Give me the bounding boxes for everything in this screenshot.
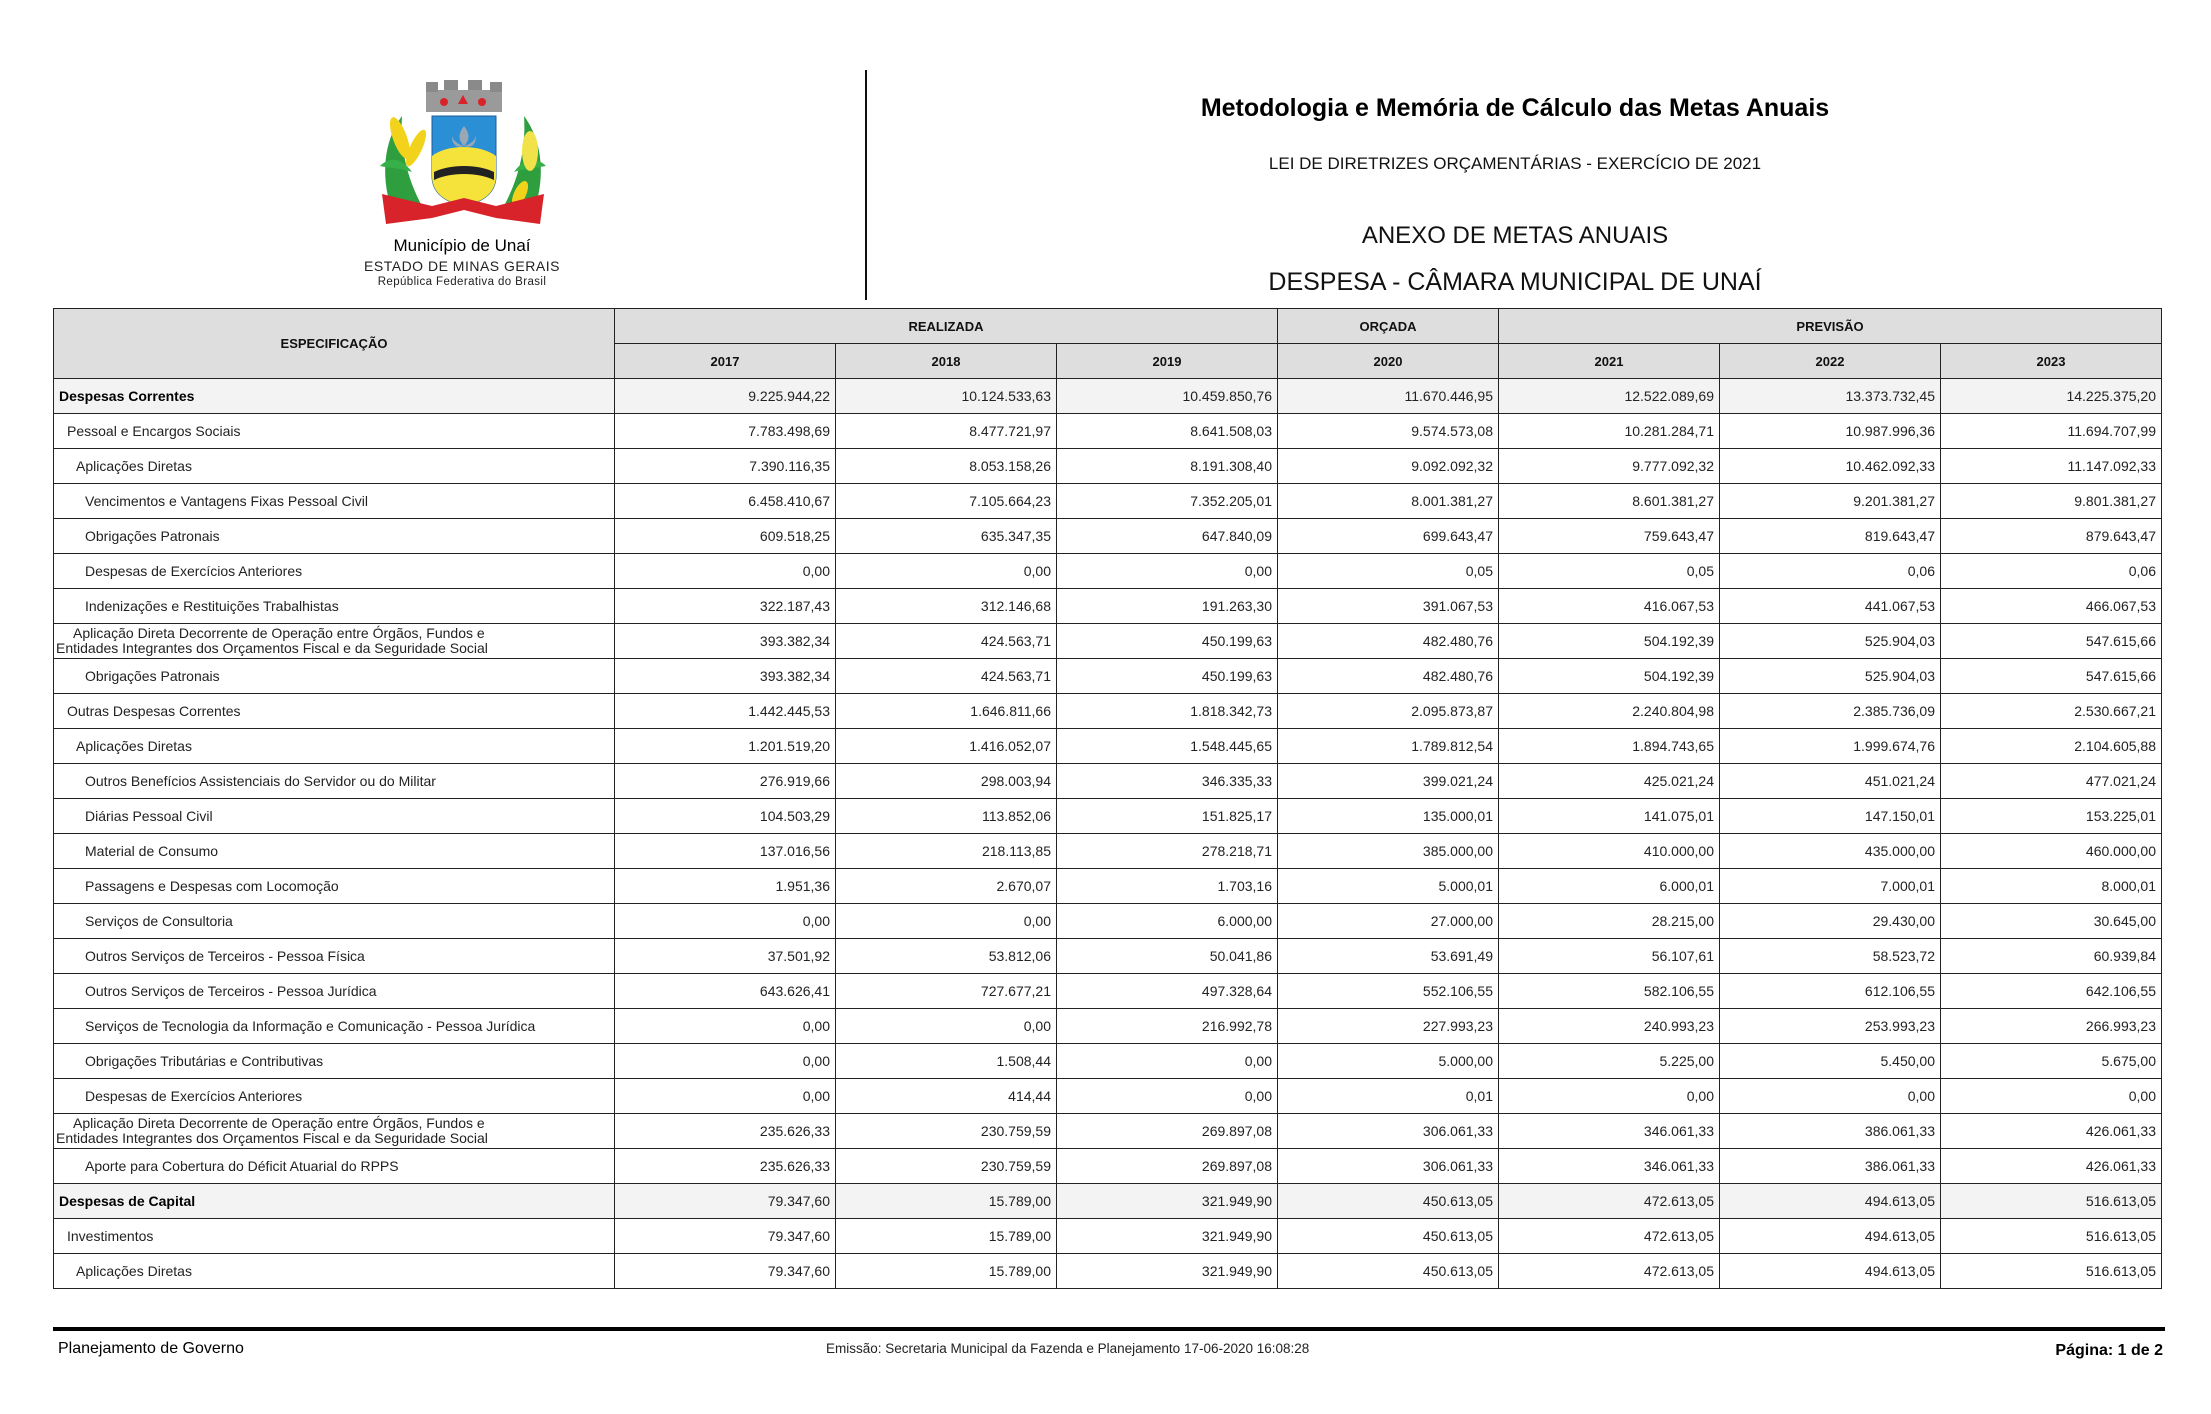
table-row (54, 834, 2162, 869)
spec-column-header: ESPECIFICAÇÃO (54, 309, 615, 379)
value-cell-2018: 298.003,94 (836, 764, 1057, 799)
value-cell-2022: 147.150,01 (1720, 799, 1941, 834)
value-cell-2019: 1.548.445,65 (1057, 729, 1278, 764)
value-cell-2020: 0,01 (1278, 1079, 1499, 1114)
value-cell-2021: 141.075,01 (1499, 799, 1720, 834)
value-cell-2021: 2.240.804,98 (1499, 694, 1720, 729)
table-row (54, 974, 2162, 1009)
row-label: Despesas de Exercícios Anteriores (54, 554, 615, 589)
value-cell-2022: 441.067,53 (1720, 589, 1941, 624)
table-row (54, 659, 2162, 694)
row-label: Serviços de Tecnologia da Informação e Comunicação - Pessoa Jurídica (54, 1009, 615, 1044)
value-cell-2022: 0,00 (1720, 1079, 1941, 1114)
value-cell-2023: 516.613,05 (1941, 1254, 2162, 1289)
value-cell-2018: 7.105.664,23 (836, 484, 1057, 519)
row-label: Aplicações Diretas (54, 1254, 615, 1289)
value-cell-2019: 50.041,86 (1057, 939, 1278, 974)
row-label-line2: Entidades Integrantes dos Orçamentos Fiscal e da Seguridade Social (56, 640, 488, 656)
value-cell-2022: 494.613,05 (1720, 1254, 1941, 1289)
value-cell-2019: 191.263,30 (1057, 589, 1278, 624)
row-label: Outros Serviços de Terceiros - Pessoa Jurídica (54, 974, 615, 1009)
value-cell-2021: 6.000,01 (1499, 869, 1720, 904)
value-cell-2021: 472.613,05 (1499, 1184, 1720, 1219)
value-cell-2023: 642.106,55 (1941, 974, 2162, 1009)
row-label-line1: Aplicação Direta Decorrente de Operação entre Órgãos, Fundos e (73, 1115, 485, 1131)
table-row (54, 449, 2162, 484)
value-cell-2019: 450.199,63 (1057, 624, 1278, 659)
value-cell-2020: 11.670.446,95 (1278, 379, 1499, 414)
value-cell-2017: 137.016,56 (615, 834, 836, 869)
value-cell-2017: 393.382,34 (615, 659, 836, 694)
value-cell-2019: 10.459.850,76 (1057, 379, 1278, 414)
row-label: Despesas de Capital (54, 1184, 615, 1219)
value-cell-2018: 8.053.158,26 (836, 449, 1057, 484)
row-label: Indenizações e Restituições Trabalhistas (54, 589, 615, 624)
group-header-realizada: REALIZADA (615, 309, 1278, 344)
row-label-line2: Entidades Integrantes dos Orçamentos Fiscal e da Seguridade Social (56, 1130, 488, 1146)
footer-rule (53, 1327, 2165, 1331)
value-cell-2023: 547.615,66 (1941, 624, 2162, 659)
value-cell-2023: 0,00 (1941, 1079, 2162, 1114)
row-label: Serviços de Consultoria (54, 904, 615, 939)
value-cell-2021: 28.215,00 (1499, 904, 1720, 939)
row-label: Aporte para Cobertura do Déficit Atuarial do RPPS (54, 1149, 615, 1184)
value-cell-2021: 8.601.381,27 (1499, 484, 1720, 519)
value-cell-2019: 1.818.342,73 (1057, 694, 1278, 729)
value-cell-2018: 312.146,68 (836, 589, 1057, 624)
value-cell-2020: 9.092.092,32 (1278, 449, 1499, 484)
value-cell-2020: 9.574.573,08 (1278, 414, 1499, 449)
value-cell-2022: 253.993,23 (1720, 1009, 1941, 1044)
value-cell-2022: 58.523,72 (1720, 939, 1941, 974)
value-cell-2020: 306.061,33 (1278, 1114, 1499, 1149)
year-header: 2022 (1720, 344, 1941, 379)
row-label: Investimentos (54, 1219, 615, 1254)
row-label (54, 624, 615, 659)
value-cell-2017: 7.783.498,69 (615, 414, 836, 449)
year-header: 2021 (1499, 344, 1720, 379)
value-cell-2023: 9.801.381,27 (1941, 484, 2162, 519)
value-cell-2019: 269.897,08 (1057, 1114, 1278, 1149)
table-row (54, 484, 2162, 519)
row-label: Material de Consumo (54, 834, 615, 869)
value-cell-2019: 8.641.508,03 (1057, 414, 1278, 449)
footer-department: Planejamento de Governo (58, 1340, 244, 1357)
value-cell-2017: 9.225.944,22 (615, 379, 836, 414)
value-cell-2020: 699.643,47 (1278, 519, 1499, 554)
value-cell-2018: 1.646.811,66 (836, 694, 1057, 729)
value-cell-2019: 321.949,90 (1057, 1219, 1278, 1254)
value-cell-2018: 218.113,85 (836, 834, 1057, 869)
value-cell-2021: 416.067,53 (1499, 589, 1720, 624)
value-cell-2019: 278.218,71 (1057, 834, 1278, 869)
value-cell-2022: 819.643,47 (1720, 519, 1941, 554)
value-cell-2017: 79.347,60 (615, 1254, 836, 1289)
value-cell-2017: 1.442.445,53 (615, 694, 836, 729)
value-cell-2020: 53.691,49 (1278, 939, 1499, 974)
table-row (54, 799, 2162, 834)
table-row (54, 624, 2162, 659)
value-cell-2020: 450.613,05 (1278, 1254, 1499, 1289)
value-cell-2017: 0,00 (615, 1009, 836, 1044)
header-divider (865, 70, 867, 300)
value-cell-2017: 0,00 (615, 554, 836, 589)
value-cell-2019: 647.840,09 (1057, 519, 1278, 554)
table-row (54, 554, 2162, 589)
value-cell-2022: 0,06 (1720, 554, 1941, 589)
value-cell-2022: 9.201.381,27 (1720, 484, 1941, 519)
value-cell-2020: 450.613,05 (1278, 1219, 1499, 1254)
value-cell-2018: 727.677,21 (836, 974, 1057, 1009)
value-cell-2020: 450.613,05 (1278, 1184, 1499, 1219)
value-cell-2023: 5.675,00 (1941, 1044, 2162, 1079)
row-label: Aplicações Diretas (54, 449, 615, 484)
row-label-line1: Aplicação Direta Decorrente de Operação entre Órgãos, Fundos e (73, 625, 485, 641)
value-cell-2021: 0,05 (1499, 554, 1720, 589)
value-cell-2017: 37.501,92 (615, 939, 836, 974)
row-label: Aplicações Diretas (54, 729, 615, 764)
table-row (54, 414, 2162, 449)
value-cell-2021: 1.894.743,65 (1499, 729, 1720, 764)
value-cell-2022: 29.430,00 (1720, 904, 1941, 939)
value-cell-2019: 0,00 (1057, 1044, 1278, 1079)
municipality-name: Município de Unaí (393, 236, 531, 255)
year-header: 2020 (1278, 344, 1499, 379)
value-cell-2019: 8.191.308,40 (1057, 449, 1278, 484)
value-cell-2020: 5.000,00 (1278, 1044, 1499, 1079)
value-cell-2017: 0,00 (615, 1079, 836, 1114)
value-cell-2021: 582.106,55 (1499, 974, 1720, 1009)
value-cell-2020: 552.106,55 (1278, 974, 1499, 1009)
value-cell-2022: 525.904,03 (1720, 624, 1941, 659)
annual-goals-table (53, 308, 2162, 1289)
value-cell-2018: 2.670,07 (836, 869, 1057, 904)
footer-emission: Emissão: Secretaria Municipal da Fazenda e Planejamento 17-06-2020 16:08:28 (826, 1341, 1310, 1356)
value-cell-2022: 2.385.736,09 (1720, 694, 1941, 729)
row-label (54, 1114, 615, 1149)
row-label: Obrigações Patronais (54, 519, 615, 554)
value-cell-2020: 27.000,00 (1278, 904, 1499, 939)
value-cell-2018: 10.124.533,63 (836, 379, 1057, 414)
table-row (54, 1114, 2162, 1149)
value-cell-2021: 12.522.089,69 (1499, 379, 1720, 414)
value-cell-2023: 516.613,05 (1941, 1184, 2162, 1219)
value-cell-2020: 135.000,01 (1278, 799, 1499, 834)
value-cell-2021: 504.192,39 (1499, 624, 1720, 659)
value-cell-2017: 7.390.116,35 (615, 449, 836, 484)
year-header: 2018 (836, 344, 1057, 379)
table-row (54, 764, 2162, 799)
value-cell-2019: 321.949,90 (1057, 1254, 1278, 1289)
value-cell-2017: 609.518,25 (615, 519, 836, 554)
value-cell-2023: 60.939,84 (1941, 939, 2162, 974)
value-cell-2017: 6.458.410,67 (615, 484, 836, 519)
value-cell-2023: 426.061,33 (1941, 1114, 2162, 1149)
row-label: Passagens e Despesas com Locomoção (54, 869, 615, 904)
value-cell-2021: 5.225,00 (1499, 1044, 1720, 1079)
value-cell-2023: 466.067,53 (1941, 589, 2162, 624)
value-cell-2019: 216.992,78 (1057, 1009, 1278, 1044)
value-cell-2023: 14.225.375,20 (1941, 379, 2162, 414)
value-cell-2017: 322.187,43 (615, 589, 836, 624)
value-cell-2022: 10.462.092,33 (1720, 449, 1941, 484)
value-cell-2020: 2.095.873,87 (1278, 694, 1499, 729)
value-cell-2023: 8.000,01 (1941, 869, 2162, 904)
value-cell-2018: 15.789,00 (836, 1184, 1057, 1219)
report-title: Metodologia e Memória de Cálculo das Metas Anuais (1200, 94, 1830, 122)
annex-title: ANEXO DE METAS ANUAIS (1361, 222, 1669, 249)
value-cell-2020: 306.061,33 (1278, 1149, 1499, 1184)
value-cell-2019: 6.000,00 (1057, 904, 1278, 939)
value-cell-2023: 0,06 (1941, 554, 2162, 589)
value-cell-2017: 79.347,60 (615, 1219, 836, 1254)
table-row (54, 1219, 2162, 1254)
value-cell-2019: 346.335,33 (1057, 764, 1278, 799)
value-cell-2022: 435.000,00 (1720, 834, 1941, 869)
value-cell-2021: 759.643,47 (1499, 519, 1720, 554)
value-cell-2018: 230.759,59 (836, 1149, 1057, 1184)
value-cell-2022: 7.000,01 (1720, 869, 1941, 904)
value-cell-2017: 235.626,33 (615, 1149, 836, 1184)
value-cell-2023: 11.694.707,99 (1941, 414, 2162, 449)
value-cell-2023: 2.104.605,88 (1941, 729, 2162, 764)
year-header: 2019 (1057, 344, 1278, 379)
row-label: Obrigações Patronais (54, 659, 615, 694)
value-cell-2019: 151.825,17 (1057, 799, 1278, 834)
row-label: Obrigações Tributárias e Contributivas (54, 1044, 615, 1079)
value-cell-2020: 482.480,76 (1278, 659, 1499, 694)
value-cell-2018: 53.812,06 (836, 939, 1057, 974)
table-row (54, 729, 2162, 764)
table-row (54, 1254, 2162, 1289)
value-cell-2022: 386.061,33 (1720, 1149, 1941, 1184)
row-label: Diárias Pessoal Civil (54, 799, 615, 834)
value-cell-2019: 0,00 (1057, 1079, 1278, 1114)
value-cell-2018: 0,00 (836, 1009, 1057, 1044)
year-header: 2023 (1941, 344, 2162, 379)
table-group-header-row (54, 309, 2162, 344)
value-cell-2021: 410.000,00 (1499, 834, 1720, 869)
value-cell-2022: 5.450,00 (1720, 1044, 1941, 1079)
value-cell-2019: 497.328,64 (1057, 974, 1278, 1009)
table-row (54, 1184, 2162, 1219)
value-cell-2021: 9.777.092,32 (1499, 449, 1720, 484)
row-label: Vencimentos e Vantagens Fixas Pessoal Civil (54, 484, 615, 519)
value-cell-2023: 879.643,47 (1941, 519, 2162, 554)
value-cell-2017: 79.347,60 (615, 1184, 836, 1219)
value-cell-2022: 525.904,03 (1720, 659, 1941, 694)
value-cell-2022: 451.021,24 (1720, 764, 1941, 799)
table-row (54, 1044, 2162, 1079)
value-cell-2018: 1.508,44 (836, 1044, 1057, 1079)
value-cell-2020: 227.993,23 (1278, 1009, 1499, 1044)
value-cell-2020: 482.480,76 (1278, 624, 1499, 659)
table-row (54, 694, 2162, 729)
value-cell-2021: 346.061,33 (1499, 1114, 1720, 1149)
year-header: 2017 (615, 344, 836, 379)
table-row (54, 869, 2162, 904)
value-cell-2017: 393.382,34 (615, 624, 836, 659)
value-cell-2022: 494.613,05 (1720, 1184, 1941, 1219)
value-cell-2020: 1.789.812,54 (1278, 729, 1499, 764)
table-row (54, 904, 2162, 939)
value-cell-2019: 321.949,90 (1057, 1184, 1278, 1219)
value-cell-2018: 15.789,00 (836, 1219, 1057, 1254)
value-cell-2020: 385.000,00 (1278, 834, 1499, 869)
table-row (54, 1009, 2162, 1044)
table-row (54, 1079, 2162, 1114)
value-cell-2018: 1.416.052,07 (836, 729, 1057, 764)
value-cell-2022: 1.999.674,76 (1720, 729, 1941, 764)
value-cell-2022: 612.106,55 (1720, 974, 1941, 1009)
value-cell-2020: 399.021,24 (1278, 764, 1499, 799)
state-name: ESTADO DE MINAS GERAIS (364, 258, 560, 274)
value-cell-2023: 477.021,24 (1941, 764, 2162, 799)
municipal-crest-logo (372, 76, 554, 232)
report-subtitle: LEI DE DIRETRIZES ORÇAMENTÁRIAS - EXERCÍCIO DE 2021 (1268, 154, 1762, 173)
value-cell-2023: 516.613,05 (1941, 1219, 2162, 1254)
value-cell-2018: 230.759,59 (836, 1114, 1057, 1149)
value-cell-2017: 0,00 (615, 904, 836, 939)
row-label: Outras Despesas Correntes (54, 694, 615, 729)
value-cell-2023: 2.530.667,21 (1941, 694, 2162, 729)
value-cell-2019: 1.703,16 (1057, 869, 1278, 904)
value-cell-2023: 460.000,00 (1941, 834, 2162, 869)
row-label: Pessoal e Encargos Sociais (54, 414, 615, 449)
value-cell-2020: 8.001.381,27 (1278, 484, 1499, 519)
value-cell-2019: 450.199,63 (1057, 659, 1278, 694)
value-cell-2023: 11.147.092,33 (1941, 449, 2162, 484)
value-cell-2017: 1.951,36 (615, 869, 836, 904)
value-cell-2020: 391.067,53 (1278, 589, 1499, 624)
table-row (54, 939, 2162, 974)
value-cell-2017: 0,00 (615, 1044, 836, 1079)
row-label: Despesas de Exercícios Anteriores (54, 1079, 615, 1114)
row-label: Despesas Correntes (54, 379, 615, 414)
value-cell-2021: 0,00 (1499, 1079, 1720, 1114)
value-cell-2018: 113.852,06 (836, 799, 1057, 834)
value-cell-2021: 425.021,24 (1499, 764, 1720, 799)
value-cell-2022: 10.987.996,36 (1720, 414, 1941, 449)
value-cell-2018: 0,00 (836, 904, 1057, 939)
group-header-previsao: PREVISÃO (1499, 309, 2162, 344)
value-cell-2022: 494.613,05 (1720, 1219, 1941, 1254)
value-cell-2022: 13.373.732,45 (1720, 379, 1941, 414)
value-cell-2021: 240.993,23 (1499, 1009, 1720, 1044)
value-cell-2021: 472.613,05 (1499, 1254, 1720, 1289)
value-cell-2019: 269.897,08 (1057, 1149, 1278, 1184)
value-cell-2018: 414,44 (836, 1079, 1057, 1114)
value-cell-2017: 104.503,29 (615, 799, 836, 834)
value-cell-2022: 386.061,33 (1720, 1114, 1941, 1149)
value-cell-2023: 547.615,66 (1941, 659, 2162, 694)
value-cell-2023: 266.993,23 (1941, 1009, 2162, 1044)
value-cell-2020: 0,05 (1278, 554, 1499, 589)
table-row (54, 379, 2162, 414)
country-name: República Federativa do Brasil (377, 276, 547, 288)
value-cell-2023: 30.645,00 (1941, 904, 2162, 939)
value-cell-2021: 472.613,05 (1499, 1219, 1720, 1254)
row-label: Outros Benefícios Assistenciais do Servidor ou do Militar (54, 764, 615, 799)
value-cell-2018: 15.789,00 (836, 1254, 1057, 1289)
value-cell-2018: 635.347,35 (836, 519, 1057, 554)
value-cell-2023: 153.225,01 (1941, 799, 2162, 834)
value-cell-2017: 235.626,33 (615, 1114, 836, 1149)
value-cell-2019: 7.352.205,01 (1057, 484, 1278, 519)
table-row (54, 589, 2162, 624)
value-cell-2021: 10.281.284,71 (1499, 414, 1720, 449)
value-cell-2021: 346.061,33 (1499, 1149, 1720, 1184)
table-row (54, 1149, 2162, 1184)
value-cell-2017: 1.201.519,20 (615, 729, 836, 764)
value-cell-2023: 426.061,33 (1941, 1149, 2162, 1184)
value-cell-2018: 424.563,71 (836, 659, 1057, 694)
value-cell-2021: 504.192,39 (1499, 659, 1720, 694)
value-cell-2017: 276.919,66 (615, 764, 836, 799)
group-header-orcada: ORÇADA (1278, 309, 1499, 344)
value-cell-2020: 5.000,01 (1278, 869, 1499, 904)
value-cell-2019: 0,00 (1057, 554, 1278, 589)
value-cell-2018: 424.563,71 (836, 624, 1057, 659)
value-cell-2018: 0,00 (836, 554, 1057, 589)
value-cell-2021: 56.107,61 (1499, 939, 1720, 974)
expense-title: DESPESA - CÂMARA MUNICIPAL DE UNAÍ (1268, 268, 1762, 296)
row-label: Outros Serviços de Terceiros - Pessoa Física (54, 939, 615, 974)
page-number: Página: 1 de 2 (2055, 1342, 2163, 1359)
value-cell-2018: 8.477.721,97 (836, 414, 1057, 449)
value-cell-2017: 643.626,41 (615, 974, 836, 1009)
table-row (54, 519, 2162, 554)
